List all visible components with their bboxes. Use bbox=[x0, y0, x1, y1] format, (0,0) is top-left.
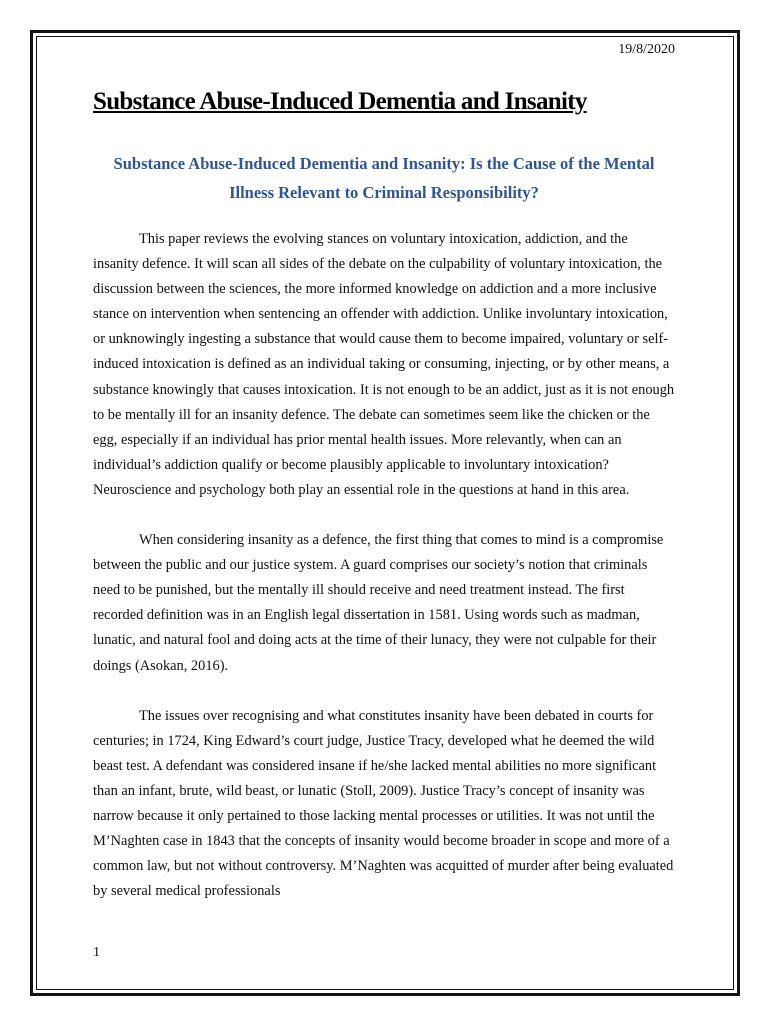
document-subtitle: Substance Abuse-Induced Dementia and Insanity: Is the Cause of the Mental Illness Relevant to Criminal Responsibility? bbox=[113, 154, 655, 202]
page-number: 1 bbox=[93, 945, 100, 960]
paragraph-2: When considering insanity as a defence, the first thing that comes to mind is a compromise between the public and our justice system. A guard comprises our society’s notion that criminals need to be punished, but the mentally ill should receive and need treatment instead. The first recorded definition was in an English legal dissertation in 1581. Using words such as madman, lunatic, and natural fool and doing acts at the time of their lunacy, they were not culpable for their doings (Asokan, 2016). bbox=[93, 532, 664, 674]
paragraph-1: This paper reviews the evolving stances on voluntary intoxication, addiction, and the insanity defence. It will scan all sides of the debate on the culpability of voluntary intoxication, the discussion between the sciences, the more informed knowledge on addiction and a more inclusive stance on intervention when sentencing an offender with addiction. Unlike involuntary intoxication, or unknowingly ingesting a substance that would cause them to become impaired, voluntary or self-induced intoxication is defined as an individual taking or consuming, injecting, or by other means, a substance knowingly that causes intoxication. It is not enough to be an addict, just as it is not enough to be mentally ill for an insanity defence. The debate can sometimes seem like the chicken or the egg, especially if an individual has prior mental health issues. More relevantly, when can an individual’s addiction qualify or become plausibly applicable to involuntary intoxication? Neuroscience and psychology both play an essential role in the questions at hand in this area. bbox=[93, 231, 675, 498]
document-date: 19/8/2020 bbox=[618, 42, 675, 57]
paragraph-3: The issues over recognising and what constitutes insanity have been debated in courts for centuries; in 1724, King Edward’s court judge, Justice Tracy, developed what he deemed the wild beast test. A defendant was considered insane if he/she lacked mental abilities no more significant than an infant, brute, wild beast, or lunatic (Stoll, 2009). Justice Tracy’s concept of insanity was narrow because it only pertained to those lacking mental processes or utilities. It was not until the M’Naghten case in 1843 that the concepts of insanity would become broader in scope and more of a common law, but not without controversy. M’Naghten was acquitted of murder after being evaluated by several medical professionals bbox=[93, 707, 674, 900]
document-body bbox=[93, 227, 675, 904]
document-title: Substance Abuse-Induced Dementia and Insanity bbox=[93, 88, 587, 115]
